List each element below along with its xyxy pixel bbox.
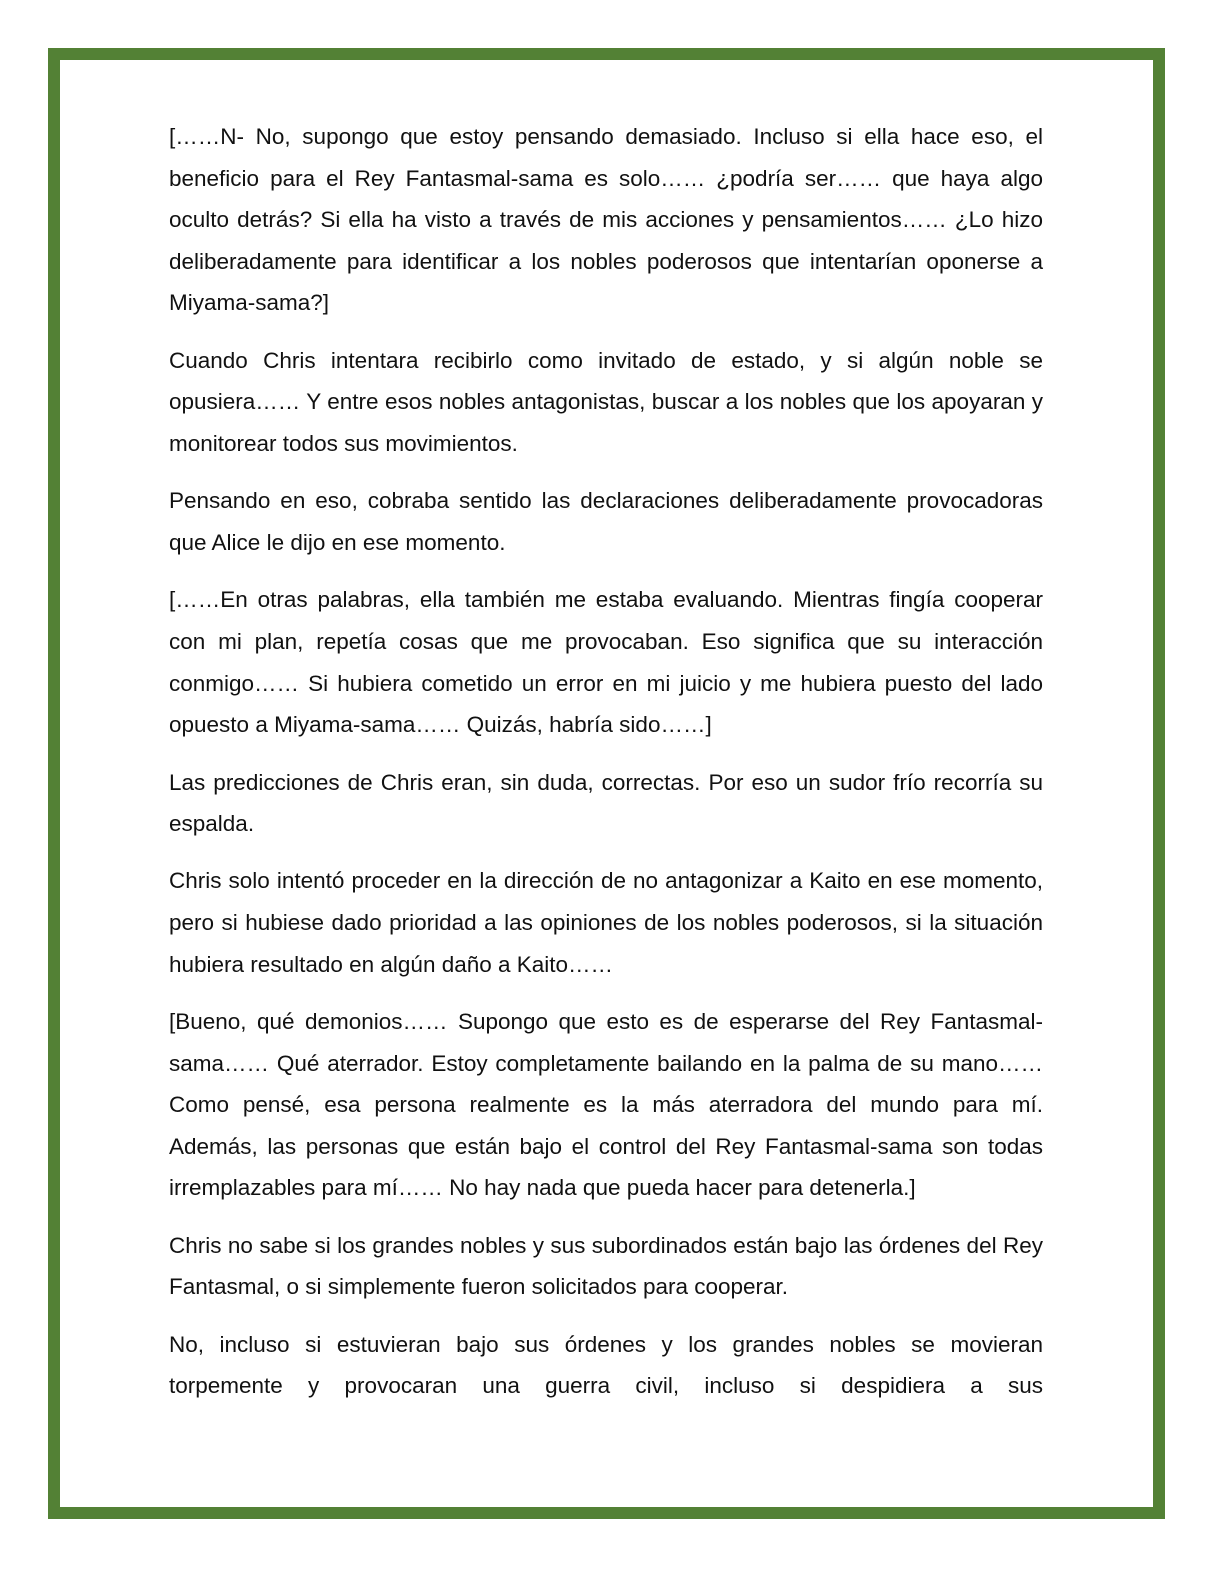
paragraph-8: Chris no sabe si los grandes nobles y sus subordinados están bajo las órdenes del Rey Fantasmal, o si simplemente fueron solicitados para cooperar.: [169, 1232, 1043, 1300]
paragraph-4: [……En otras palabras, ella también me estaba evaluando. Mientras fingía cooperar con mi plan, repetía cosas que me provocaban. Eso significa que su interacción conmigo…… Si hubiera cometido un error en mi juicio y me hubiera puesto del lado opuesto a Miyama-sama…… Quizás, habría sido……]: [169, 587, 1043, 738]
paragraph-2: Cuando Chris intentara recibirlo como invitado de estado, y si algún noble se opusiera…… Y entre esos nobles antagonistas, buscar a los nobles que los apoyaran y monitorear todos sus movimientos.: [169, 347, 1043, 456]
paragraph-3: Pensando en eso, cobraba sentido las declaraciones deliberadamente provocadoras que Alice le dijo en ese momento.: [169, 488, 1043, 555]
document-body: [169, 116, 1043, 1407]
paragraph-6: Chris solo intentó proceder en la dirección de no antagonizar a Kaito en ese momento, pero si hubiese dado prioridad a las opiniones de los nobles poderosos, si la situación hubiera resultado en algún daño a Kaito……: [169, 868, 1043, 977]
paragraph-7: [Bueno, qué demonios…… Supongo que esto es de esperarse del Rey Fantasmal-sama…… Qué aterrador. Estoy completamente bailando en la palma de su mano…… Como pensé, esa persona realmente es la más aterradora del mundo para mí. Además, las personas que están bajo el control del Rey Fantasmal-sama son todas irremplazables para mí…… No hay nada que pueda hacer para detenerla.]: [169, 1009, 1043, 1201]
paragraph-5: Las predicciones de Chris eran, sin duda, correctas. Por eso un sudor frío recorría su espalda.: [169, 769, 1043, 837]
paragraph-1: [……N- No, supongo que estoy pensando demasiado. Incluso si ella hace eso, el beneficio para el Rey Fantasmal-sama es solo…… ¿podría ser…… que haya algo oculto detrás? Si ella ha visto a través de mis acciones y pensamientos…… ¿Lo hizo deliberadamente para identificar a los nobles poderosos que intentarían oponerse a Miyama-sama?]: [169, 124, 1043, 316]
paragraph-9: No, incluso si estuvieran bajo sus órdenes y los grandes nobles se movieran torpemente y provocaran una guerra civil, incluso si despidiera a sus: [169, 1331, 1043, 1399]
